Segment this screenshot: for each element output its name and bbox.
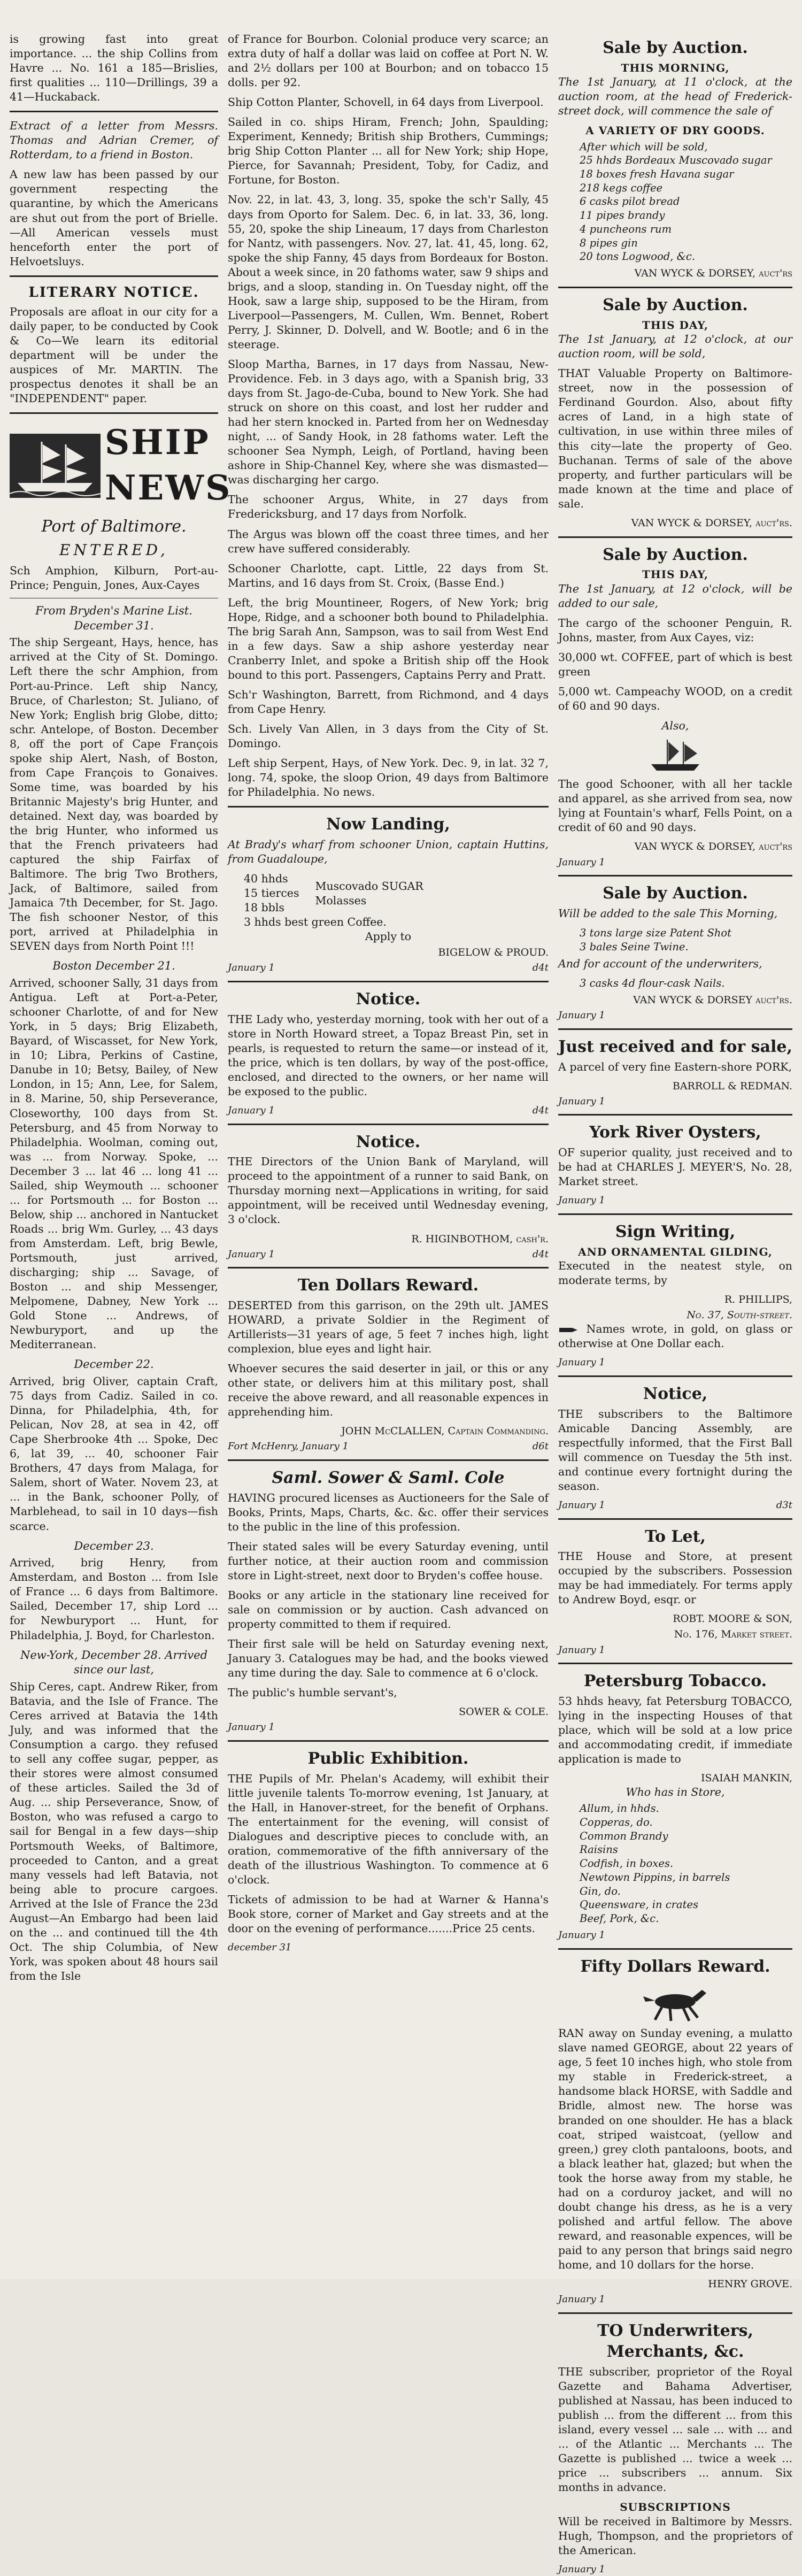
divider [558,536,792,538]
now-landing-sub: At Brady's wharf from schooner Union, captain Huttins, from Guadaloupe, [228,837,549,865]
auction-item: 4 puncheons rum [580,222,672,235]
exhibition-body: THE Pupils of Mr. Phelan's Academy, will exhibit their little juvenile talents To-morrow evening, 1st January, at the Hall, in Hanover-street, for the benefit of Orphans. The entertainment for the evening, will consist of Dialogues and descriptive pieces to conclude with, an oration, commemorative of the fifth anniversary of the death of the illustrious Washington. To commence at 6 o'clock. [228,1772,549,1887]
ad-date: January 1 [558,1095,605,1107]
pork-body: A parcel of very fine Eastern-shore PORK, [558,1060,792,1073]
union-bank-signature: R. HIGINBOTHOM, cash'r. [411,1233,549,1245]
ad-date: January 1 [558,856,605,868]
news-paragraph: Sch'r Washington, Barrett, from Richmond, and 4 days from Cape Henry. [228,688,549,716]
auction-item: 218 kegs coffee [580,181,663,194]
ad-date: January 1 [228,1248,275,1260]
sailing-ship-icon [10,434,101,498]
sign-writing-signature: R. PHILLIPS, [724,1294,792,1305]
divider [558,1028,792,1030]
newyork-body: Ship Ceres, capt. Andrew Riker, from Batavia, and the Isle of France. The Ceres arrived at Batavia the 14th July, and was informed that the Consumption a cargo. they refused to sell any coffee sugar, pepper, as their stores were almost consumed of these articles. Sailed the 3d of Aug. ... ship Perseverance, Snow, of Boston, who was refused a cargo to sail for Bengal in a few days—ship Portsmouth Weeks, of Baltimore, proceeded to Canton, and a great many vessels had left Batavia, not being able to procure cargoes. Arrived at the Isle of France the 23d August—An Embargo had been laid on the ... and continued till the 4th Oct. The ship Columbia, of New York, was spoken about 48 hours sail from the Isle [10,1680,218,1982]
auction-body: And for account of the underwriters, [558,957,762,971]
news-top-text: of France for Bourbon. Colonial produce very scarce; an extra duty of half a dollar was laid on coffee at Port N. W. and 2½ dollars per 100 at Bourbon; and on tobacco 15 dolls. per 92. [228,33,549,89]
to-let-address: No. 176, Market street. [674,1628,792,1641]
now-landing-line: 15 tierces [244,887,299,900]
auction-item: 8 pipes gin [580,236,638,249]
pork-signature: BARROLL & REDMAN. [672,1080,792,1092]
dec22-heading: December 22. [74,1358,154,1371]
tobacco-items [580,1802,792,1926]
sower-cole-body: The public's humble servant's, [228,1686,397,1700]
fifty-dollars-body: RAN away on Sunday evening, a mulatto slave named GEORGE, about 22 years of age, 5 feet 10 inches high, who stole from my stable in Frederick-street, a handsome black HORSE, with Saddle and Bridle, almost new. The horse was branded on one shoulder. He has a black coat, striped waistcoat, (yellow and green,) grey cloth pantaloons, boots, and a black leather hat, glazed; but when the took the horse away from my stable, he had on a corduroy jacket, and will no doubt change his dress, as he is a very polished and artful fellow. The above reward, and reasonable expences, will be paid to any person that brings said negro home, and 10 dollars for the horse. [558,2027,792,2271]
auction-body: The good Schooner, with all her tackle and apparel, as she arrived from sea, now lying at Fountain's wharf, Fells Point, on a credit of 60 and 90 days. [558,778,792,834]
auction-item: 18 boxes fresh Havana sugar [580,167,734,180]
ad-place: Fort McHenry, January 1 [228,1441,349,1452]
column-left [10,32,232,2576]
tobacco-item: Raisins [580,1843,618,1856]
reward-signature: JOHN McCLALLEN, Captain Commanding. [341,1425,549,1437]
brydens-heading: From Bryden's Marine List. December 31. [35,604,192,632]
underwriters-title: TO Underwriters, Merchants, &c. [597,2321,753,2362]
auction-body: A VARIETY OF DRY GOODS. [585,124,765,137]
news-paragraph: Left ship Serpent, Hays, of New York. Dec. 9, in lat. 32 7, long. 74, spoke, the sloop Orion, 49 days from Baltimore for Philadelphia. No news. [228,757,549,799]
now-landing-line: 3 hhds best green Coffee. [244,916,387,929]
underwriters-body: THE subscriber, proprietor of the Royal Gazette and Bahama Advertiser, published at Nassau, has been induced to publish ... from the different ... from this island, every vessel ... sale ... with ... and ... of the Atlantic ... Merchants ... The Gazette is published ... twice a week ... price ... subscribers ... annum. Six months in advance. [558,2365,792,2494]
sign-writing-address: No. 37, South-street. [687,1309,792,1321]
auction-body: Will be added to the sale This Morning, [558,906,778,920]
column-right [558,32,792,2576]
tobacco-body: 53 hhds heavy, fat Petersburg TOBACCO, lying in the inspecting Houses of that place, which will be sold at a low price and accommodating credit, if immediate application is made to [558,1694,792,1766]
now-landing-line: 40 hhds [244,872,288,885]
divider [228,1124,549,1125]
newyork-heading: New-York, December 28. Arrived since our last, [20,1648,208,1677]
sower-cole-signature: SOWER & COLE. [459,1706,549,1718]
underwriters-sub: SUBSCRIPTIONS [620,2501,731,2514]
schooner-icon [646,736,705,774]
auction-items [580,976,792,990]
ad-code: d3t [776,1499,792,1511]
brydens-body: The ship Sergeant, Hays, hence, has arrived at the City of St. Domingo. Left there the schr Amphion, from Port-au-Prince. Left ship Nancy, Bruce, of Charleston; St. Juliano, of New York; English brig Globe, ditto; schr. Antelope, of Boston. December 8, off the port of Cape François spoke ship Alert, Nash, of Boston, from Cape François to Gonaives. Some time, was boarded by his Britannic Majesty's brig Hunter, and detained. Next day, was boarded by the brig Hunter, who informed us that the French privateers had captured the ship Fairfax of Baltimore. The brig Two Brothers, Jack, of Baltimore, sailed from Jamaica 7th December, for St. Jago. The fish schooner Nestor, of this port, arrived at Philadelphia in SEVEN days from North Point !!! [10,636,218,953]
divider [558,2312,792,2314]
ad-date: January 1 [228,962,275,974]
auction-signature: VAN WYCK & DORSEY, auct'rs [634,267,792,280]
auction-sub: THIS MORNING, [621,61,730,74]
tobacco-item: Gin, do. [580,1885,621,1897]
auction-signature: VAN WYCK & DORSEY, auct'rs. [631,517,792,529]
to-let-title: To Let, [645,1527,706,1546]
oysters-title: York River Oysters, [589,1123,761,1142]
auction-body: The cargo of the schooner Penguin, R. Johns, master, from Aux Cayes, viz: [558,616,792,644]
auction-sub: THIS DAY, [642,568,709,581]
auction-item: 20 tons Logwood, &c. [580,250,696,263]
to-let-body: THE House and Store, at present occupied by the subscribers. Possession may be had immediately. For terms apply to Andrew Boyd, esqr. or [558,1550,792,1606]
fifty-dollars-title: Fifty Dollars Reward. [580,1957,770,1976]
running-figure-icon [638,1980,713,2023]
ad-code: d6t [532,1441,549,1452]
tobacco-item: Codfish, in boxes. [580,1857,674,1870]
divider [228,981,549,982]
ad-date: January 1 [558,1499,605,1511]
news-paragraph: Nov. 22, in lat. 43, 3, long. 35, spoke the sch'r Sally, 45 days from Oporto for Salem. Dec. 6, in lat. 33, 36, long. 55, 20, spoke the ship Lineaum, 17 days from Charleston for Nantz, with passengers. Nov. 27, lat. 41, 45, long. 62, spoke the ship Fanny, 45 days from Bordeaux for Boston. About a week since, in 20 fathoms water, saw 9 ships and brigs, and a sloop, standing in. On Tuesday night, off the Hook, saw a large ship, supposed to be the Hiram, from Liverpool—Passengers, M. Cullen, Wm. Bennet, Robert Perry, J. Skinner, D. Dolvell, and W. Bootle; and 6 in the steerage. [228,193,549,351]
divider [558,287,792,288]
auction-title: Sale by Auction. [603,545,748,564]
ad-date: January 1 [228,1721,275,1733]
dec23-body: Arrived, brig Henry, from Amsterdam, and Boston ... from Isle of France ... 6 days from Baltimore. Sailed, December 17, ship Lord ... for Newburyport ... Hunt, for Philadelphia, J. Boyd, for Charleston. [10,1556,218,1642]
dec23-heading: December 23. [74,1539,154,1552]
oysters-body: OF superior quality, just received and to be had at CHARLES J. MEYER'S, No. 28, Market street. [558,1146,792,1188]
auction-body: The 1st January, at 12 o'clock, at our auction room, will be sold, [558,333,792,360]
now-landing-line: 18 bbls [244,901,284,914]
dancing-notice-title: Notice, [643,1385,708,1403]
ad-code: d4t [532,1248,549,1260]
auction-signature: VAN WYCK & DORSEY, auct'rs [634,841,792,853]
tobacco-item: Beef, Pork, &c. [580,1912,659,1925]
news-paragraph: Sch. Lively Van Allen, in 3 days from the City of St. Domingo. [228,722,549,750]
ad-date: January 1 [558,2294,605,2305]
ad-date: January 1 [558,1195,605,1206]
divider [228,1267,549,1268]
auction-title: Sale by Auction. [603,884,748,903]
auction-body: THAT Valuable Property on Baltimore-street, now in the possession of Ferdinand Gourdon. Also, about fifty acres of Land, in a high state of cultivation, in use within three miles of this city—late the property of Geo. Buchanan. Terms of sale of the above property, and further particulars will be made known at the time and place of sale. [558,367,792,510]
divider [228,1740,549,1742]
sower-cole-title: Saml. Sower & Saml. Cole [272,1468,505,1488]
tobacco-item: Common Brandy [580,1829,668,1842]
exhibition-title: Public Exhibition. [307,1749,469,1768]
underwriters-body: Will be received in Baltimore by Messrs. Hugh, Thompson, and the proprietors of the American. [558,2515,792,2557]
ad-date: december 31 [228,1942,292,1954]
auction-items [580,926,792,953]
divider [10,412,218,414]
divider [10,111,218,112]
auction-title: Sale by Auction. [603,39,748,57]
now-landing-list [244,872,549,915]
now-landing-good: Molasses [315,894,367,907]
auction-item: After which will be sold, [580,140,708,153]
auction-item: 3 bales Seine Twine. [580,940,689,953]
sign-writing-body: Executed in the neatest style, on moderate terms, by [558,1259,792,1287]
now-landing-title: Now Landing, [326,815,450,834]
divider [228,806,549,808]
tobacco-item: Newtown Pippins, in barrels [580,1871,730,1883]
news-paragraph: Ship Cotton Planter, Schovell, in 64 days from Liverpool. [228,96,544,109]
divider [558,1518,792,1520]
tobacco-item: Copperas, do. [580,1816,653,1828]
auction-body: The 1st January, at 11 o'clock, at the auction room, at the head of Frederick-street dock, will commence the sale of [558,75,792,118]
ad-code: d4t [532,962,549,974]
exhibition-body: Tickets of admission to be had at Warner & Hanna's Book store, corner of Market and Gay streets and at the door on the evening of performance.......Price 25 cents. [228,1893,549,1935]
now-landing-signature: BIGELOW & PROUD. [438,947,549,959]
auction-body: 30,000 wt. COFFEE, part of which is best green [558,651,792,679]
divider [228,1459,549,1461]
sower-cole-body: Books or any article in the stationary line received for sale on commission or by auction. Cash advanced on property committed to them if required. [228,1589,549,1631]
sower-cole-body: Their stated sales will be every Saturday evening, until further notice, at their auction room and commission store in Light-street, next door to Bryden's coffee house. [228,1540,549,1582]
divider [558,1663,792,1664]
now-landing-apply: Apply to [365,930,412,943]
auction-items [580,140,792,264]
boston-heading: Boston December 21. [52,959,175,973]
notice-title: Notice. [356,990,421,1009]
to-let-signature: ROBT. MOORE & SON, [673,1613,792,1625]
auction-also: Also, [661,719,689,733]
entered-line: Sch Amphion, Kilburn, Port-au-Prince; Penguin, Jones, Aux-Cayes [10,564,218,591]
auction-item: 3 tons large size Patent Shot [580,926,731,939]
dec22-body: Arrived, brig Oliver, captain Craft, 75 days from Cadiz. Sailed in co. Dinna, for Philadelphia, 4th, for Pelican, Nov 28, at sea in 42, off Cape Sherbrooke 4th ... Spoke, Dec 6, lat 39, ... 40, schooner Fair Brothers, 47 days from Malaga, for Salem, short of Water. Novem 23, at ... in the Bank, schooner Polly, of Marblehead, to sail in 10 days—fish scarce. [10,1375,218,1533]
sign-writing-title: Sign Writing, [615,1222,736,1241]
news-paragraph: Left, the brig Mountineer, Rogers, of New York; brig Hope, Ridge, and a schooner both bound to Philadelphia. The brig Sarah Ann, Sampson, was to sail from West End in a few days. Saw a ship ashore yesterday near Cranberry Inlet, and spoke a British ship off the Hook bound to this port. Passengers, Captains Perry and Pratt. [228,596,549,681]
auction-item: 11 pipes brandy [580,209,665,222]
divider [558,1213,792,1215]
ad-date: January 1 [558,1929,605,1941]
ad-date: January 1 [558,1644,605,1656]
pointing-hand-icon [558,1325,580,1335]
divider [10,275,218,277]
union-bank-title: Notice. [356,1132,421,1151]
auction-sub: THIS DAY, [642,318,709,332]
fifty-dollars-signature: HENRY GROVE. [708,2278,792,2290]
tobacco-signature: ISAIAH MANKIN, [700,1772,792,1785]
auction-item: 25 hhds Bordeaux Muscovado sugar [580,154,772,167]
news-paragraph: Sailed in co. ships Hiram, French; John, Spaulding; Experiment, Kennedy; British ship Brothers, Cummings; brig Ship Cotton Planter ... all for New York; ship Hope, Pierce, for Savannah; President, Toby, for Cadiz, and Fortune, for Boston. [228,116,549,187]
auction-item: 6 casks pilot bread [580,195,680,208]
divider [558,1948,792,1950]
news-paragraph: The Argus was blown off the coast three times, and her crew have suffered considerably. [228,527,549,555]
notice-body: THE Lady who, yesterday morning, took with her out of a store in North Howard street, a Topaz Breast Pin, set in pearls, is requested to return the same—or instead of it, the price, which is ten dollars, by way of the post-office, enclosed, and directed to the owners, or her name will be exposed to the public. [228,1012,549,1098]
reward-body: DESERTED from this garrison, on the 29th ult. JAMES HOWARD, a private Soldier in the Regiment of Artillerists—31 years of age, 5 feet 7 inches high, light complexion, blue eyes and light hair. [228,1298,549,1356]
sign-writing-body: Names wrote, in gold, on glass or otherwise at One Dollar each. [558,1322,792,1350]
ad-date: January 1 [228,1104,275,1116]
sower-cole-body: HAVING procured licenses as Auctioneers for the Sale of Books, Prints, Maps, Charts, &c. &c. offer their services to the public in the line of this profession. [228,1491,549,1533]
auction-item: 3 casks 4d flour-cask Nails. [580,977,725,990]
pork-title: Just received and for sale, [558,1037,792,1056]
union-bank-body: THE Directors of the Union Bank of Maryland, will proceed to the appointment of a runner to said Bank, on Thursday morning next—Applications in writing, for said appointment, will be received until Wednesday evening, 3 o'clock. [228,1155,549,1226]
literary-notice-body: Proposals are afloat in our city for a daily paper, to be conducted by Cook & Co—We learn its editorial department will be under the auspices of Mr. MARTIN. The prospectus denotes it shall be an "INDEPENDENT" paper. [10,305,218,405]
auction-body: The 1st January, at 12 o'clock, will be added to our sale, [558,582,792,610]
auction-title: Sale by Auction. [603,296,748,315]
ad-date: January 1 [558,1357,605,1368]
tobacco-item: Queensware, in crates [580,1898,699,1911]
news-paragraph: Sloop Martha, Barnes, in 17 days from Nassau, New-Providence. Feb. in 3 days ago, with a Spanish brig, 33 days from St. Jago-de-Cuba, bound to New York. She had struck on shore on this coast, and lost her rudder and had her stern knocked in. Parted from her on Wednesday night, ... of Sandy Hook, in 28 fathoms water. Left the schooner Sea Nymph, Leigh, of Portland, having been ashore in Ship-Channel Key, where she was dismasted—was discharging her cargo. [228,357,549,487]
auction-signature: VAN WYCK & DORSEY auct'rs. [633,994,792,1006]
ship-news-banner [10,420,232,511]
market-text: is growing fast into great importance. ... the ship Collins from Havre ... No. 161 a 185—Brislies, first qualities ... 110—Drillings, 39 a 41—Huckaback. [10,33,218,104]
divider [558,1114,792,1116]
auction-body: 5,000 wt. Campeachy WOOD, on a credit of 60 and 90 days. [558,685,792,713]
tobacco-item: Allum, in hhds. [580,1802,659,1815]
news-paragraph: Schooner Charlotte, capt. Little, 22 days from St. Martins, and 16 days from St. Croix, (Basse End.) [228,562,549,589]
literary-notice-heading: LITERARY NOTICE. [28,284,199,301]
divider [558,1375,792,1377]
letter-heading: Extract of a letter from Messrs. Thomas and Adrian Cremer, of Rotterdam, to a friend in Boston. [10,119,218,162]
ad-date: January 1 [558,1010,605,1021]
ad-date: January 1 [558,2563,605,2575]
reward-body: Whoever secures the said deserter in jail, or this or any other state, or delivers him at this military post, shall receive the above reward, and all reasonable expences in apprehending him. [228,1362,549,1419]
tobacco-body: Who has in Store, [626,1786,725,1799]
divider [558,875,792,876]
tobacco-title: Petersburg Tobacco. [583,1672,767,1691]
sign-writing-sub: AND ORNAMENTAL GILDING, [578,1245,773,1258]
letter-body: A new law has been passed by our government respecting the quarantine, by which the Americans are shut out from the port of Brielle.—All American vessels must henceforth enter the port of Helvoetsluys. [10,168,218,268]
port-title: Port of Baltimore. [41,517,187,536]
entered-label: ENTERED, [59,541,168,559]
sower-cole-body: Their first sale will be held on Saturday evening next, January 3. Catalogues may be had, and the books viewed any time during the day. Sale to commence at 6 o'clock. [228,1637,549,1680]
reward-title: Ten Dollars Reward. [297,1276,479,1295]
ship-news-title: SHIP NEWS [105,422,232,508]
dancing-notice-body: THE subscribers to the Baltimore Amicable Dancing Assembly, are respectfully informed, that the First Ball will commence on Tuesday the 5th inst. and continue every fortnight during the season. [558,1407,792,1493]
ad-code: d4t [532,1104,549,1116]
now-landing-good: Muscovado SUGAR [315,879,423,893]
boston-body: Arrived, schooner Sally, 31 days from Antigua. Left at Port-a-Peter, schooner Charlotte, of and for New York, in 5 days; Brig Elizabeth, Bayard, of Wiscasset, for New York, in 10; Libra, Perkins of Castine, Danube in 10; Betsy, Bailey, of New London, in 15; Ann, Lee, for Salem, in 8. Marine, 50, ship Perseverance, Closeworthy, 100 days from St. Petersburg, and 45 from Norway to Philadelphia. Woolman, coming out, was ... from Norway. Spoke, ... December 3 ... lat 46 ... long 41 ... Sailed, ship Weymouth ... schooner ... for Portsmouth ... for Boston ... Below, ship ... anchored in Nantucket Roads ... brig Wm. Gurley, ... 43 days from Amsterdam. Left, brig Bewle, Portsmouth, just arrived, discharging; ship ... Savage, of Boston ... and ship Messenger, Melpomene, Dabney, New York ... Gold Stone ... Andrews, of Newburyport, and up the Mediterranean. [10,976,218,1351]
news-paragraph: The schooner Argus, White, in 27 days from Fredericksburg, and 17 days from Norfolk. [228,493,549,521]
column-middle [228,32,549,2576]
